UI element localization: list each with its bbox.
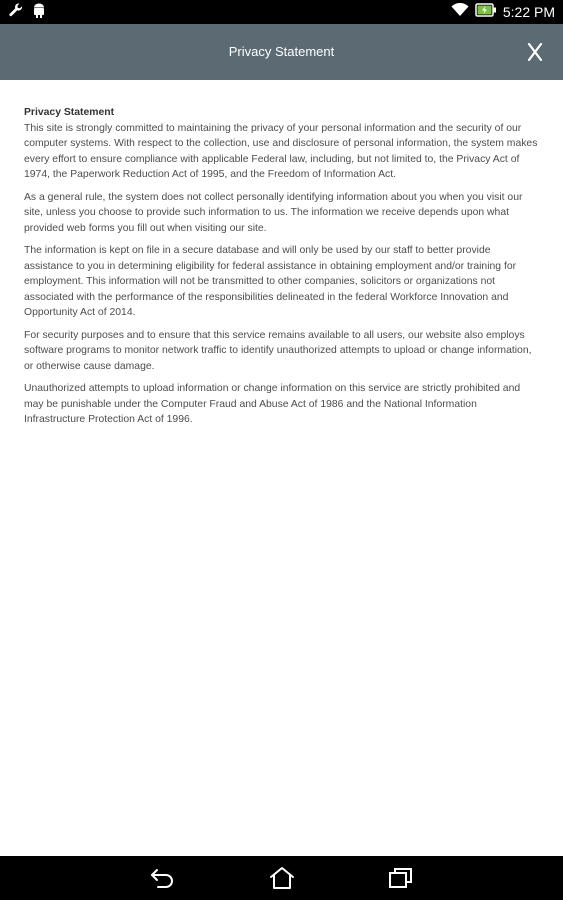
paragraph: As a general rule, the system does not collect personally identifying information about you when you visit our site, unless you choose to provide such information to us. The information we receive depends upon what provided web forms you fill out when visiting our site. [24,191,523,234]
status-left-icons [8,3,46,21]
battery-charging-icon [475,3,497,22]
home-icon [269,866,295,890]
recent-apps-icon [388,866,414,890]
paragraph: This site is strongly committed to maintaining the privacy of your personal information and the security of our computer systems. With respect to the collection, use and disclosure of personal information, the system makes every effort to ensure compliance with applicable Federal law, including, but not limited to, the Privacy Act of 1974, the Paperwork Reduction Act of 1995, and the Freedom of Information Act. [24,122,538,180]
paragraph: For security purposes and to ensure that this service remains available to all users, our website also employs software programs to monitor network traffic to identify unauthorized attempts to upload or change information, or otherwise cause damage. [24,329,532,372]
content-heading: Privacy Statement [24,107,115,118]
status-right-icons [451,3,555,21]
back-icon [149,867,175,889]
wrench-icon [8,2,24,23]
home-button[interactable] [268,864,296,892]
status-time: 5:22 PM [502,4,555,20]
page-title: Privacy Statement [228,44,335,59]
android-icon [32,2,46,23]
close-button[interactable] [519,36,551,68]
paragraph: The information is kept on file in a secure database and will only be used by our staff to better provide assistance to you in determining eligibility for federal assistance in obtaining employment and/or training for employment. This information will not be transmitted to other companies, solicitors or organizations not associated with the performance of the responsibilities delineated in the federal Workforce Innovation and Opportunity Act of 2014. [24,245,517,318]
recent-apps-button[interactable] [387,864,415,892]
back-button[interactable] [148,864,176,892]
privacy-content [24,105,540,435]
close-icon [527,43,543,61]
navigation-bar [0,856,563,900]
app-bar [0,24,563,80]
wifi-icon [451,3,469,22]
paragraph: Unauthorized attempts to upload information or change information on this service are strictly prohibited and may be punishable under the Computer Fraud and Abuse Act of 1986 and the National Information Infrastructure Protection Act of 1996. [24,383,521,425]
status-bar [0,0,563,24]
